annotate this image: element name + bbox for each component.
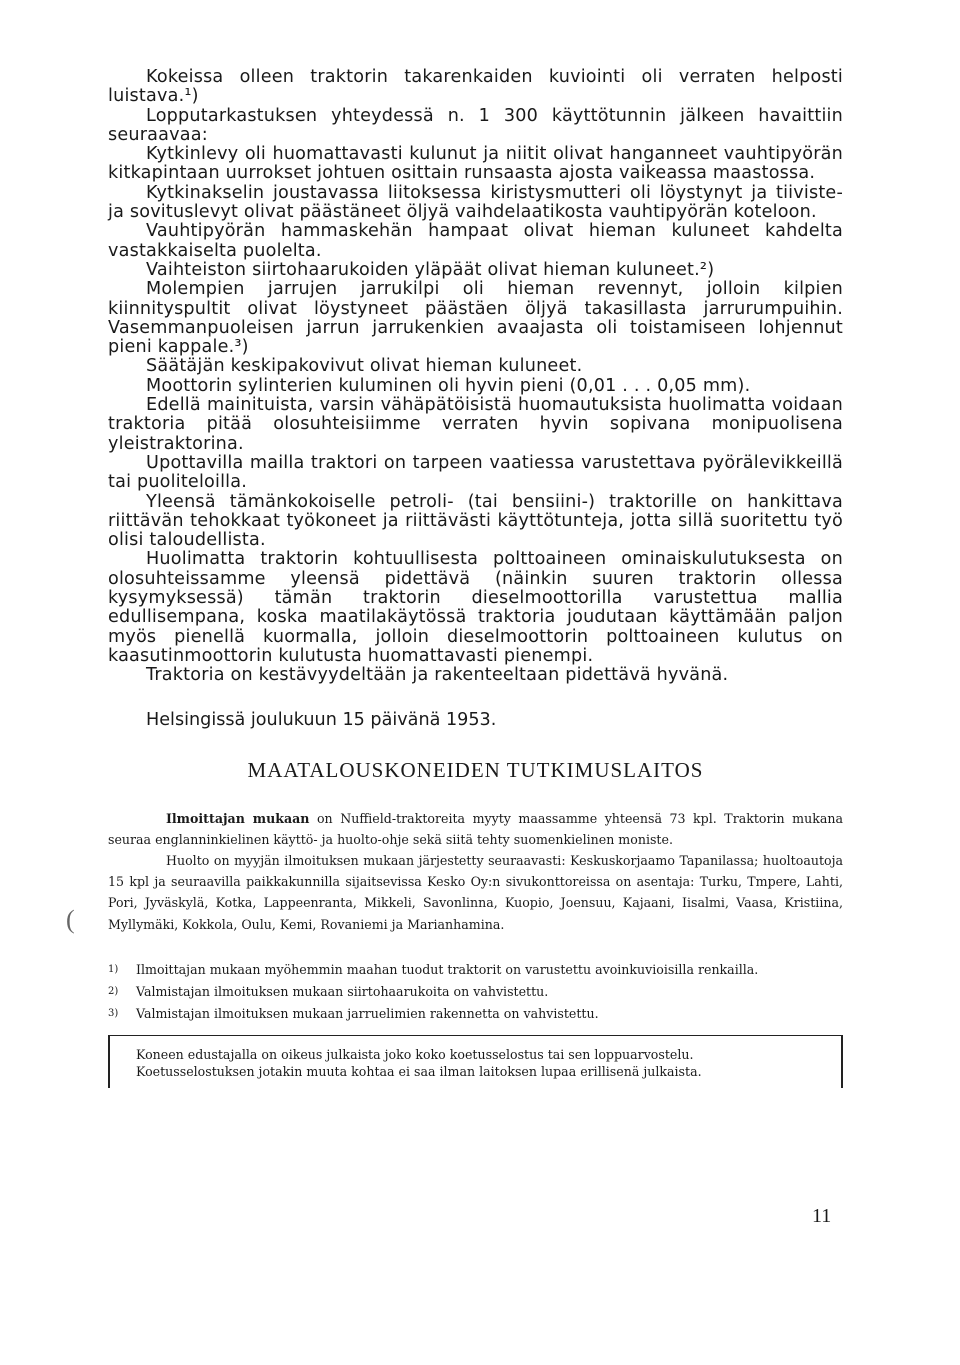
footnote-number: 1): [108, 963, 119, 975]
notice-text: on Nuffield-traktoreita myyty maassamme yhteensä 73 kpl. Traktorin mukana seuraa englanninkielinen käyttö- ja huolto-ohje sekä siitä tehty suomenkielinen moniste.: [108, 810, 843, 847]
notice-lead: Ilmoittajan mukaan: [166, 810, 310, 826]
footnote-number: 3): [108, 1007, 119, 1019]
paragraph: Huolimatta traktorin kohtuullisesta polttoaineen ominaiskulutuksesta on olosuhteissamme yleensä pidettävä (näinkin suuren traktorin ollessa kysymyksessä) tämän traktorin dieselmoottorilla varustettua mallia edullisempana, koska maatilakäytössä traktoria joudutaan käyttämään paljon myös pienellä kuormalla, jolloin dieselmoottorin polttoaineen kulutus on kaasutinmoottorin kulutusta huomattavasti pienempi.: [108, 549, 843, 666]
paragraph: Vaihteiston siirtohaarukoiden yläpäät olivat hieman kuluneet.²): [146, 259, 715, 280]
institute-name: MAATALOUSKONEIDEN TUTKIMUSLAITOS: [247, 757, 704, 782]
paragraph: Molempien jarrujen jarrukilpi oli hieman revennyt, jolloin kilpien kiinnityspultit olivat löystyneet päästäen öljyä takasillasta jarrurumpuihin. Vasemmanpuoleisen jarrun jarrukenkien avaajasta oli toistamiseen lohjennut pieni kappale.³): [108, 279, 843, 358]
paragraph: Kytkinlevy oli huomattavasti kulunut ja niitit olivat hanganneet vauhtipyörän kitkapintaan uurrokset johtuen osittain runsaasta ajosta vaikeassa maastossa.: [108, 144, 843, 184]
paragraph: Lopputarkastuksen yhteydessä n. 1 300 käyttötunnin jälkeen havaittiin seuraavaa:: [108, 105, 843, 145]
paragraph: Vauhtipyörän hammaskehän hampaat olivat hieman kuluneet kahdelta vastakkaiselta puolelta.: [108, 221, 843, 261]
notice-paragraph: [108, 808, 843, 850]
paragraph: Yleensä tämänkokoiselle petroli- (tai bensiini-) traktorille on hankittava riittävän tehokkaat työkoneet ja riittävästi käyttötunteja, jotta sillä suoritettu työ olisi taloudellista.: [108, 491, 843, 551]
paragraph: Kytkinakselin joustavassa liitoksessa kiristysmutteri oli löystynyt ja tiiviste- ja sovituslevyt olivat päästäneet öljyä vaihdelaatikosta vauhtipyörän koteloon.: [108, 182, 843, 223]
paragraph: Traktoria on kestävyydeltään ja rakenteeltaan pidettävä hyvänä.: [146, 665, 729, 686]
paragraph: Upottavilla mailla traktori on tarpeen vaatiessa varustettava pyörälevikkeillä tai puoliteloilla.: [108, 452, 843, 493]
publication-notice-box: [108, 1035, 843, 1088]
footnotes: [108, 959, 843, 1025]
document-page: [108, 68, 843, 1088]
paragraph: Säätäjän keskipakovivut olivat hieman kuluneet.: [146, 356, 583, 377]
margin-mark: (: [66, 905, 75, 934]
box-line: Koetusselostuksen jotakin muuta kohtaa ei saa ilman laitoksen lupaa erillisenä julkaista.: [136, 1063, 702, 1079]
footnote: [108, 981, 843, 1003]
box-line: Koneen edustajalla on oikeus julkaista joko koko koetusselostus tai sen loppuarvostelu.: [136, 1046, 694, 1062]
footnote-number: 2): [108, 985, 119, 997]
footnote: [108, 1003, 843, 1025]
paragraph: Edellä mainituista, varsin vähäpätöisistä huomautuksista huolimatta voidaan traktoria pitää olosuhteisiimme verraten hyvin sopivana monipuolisena yleistraktorina.: [108, 395, 843, 454]
footnote-text: Valmistajan ilmoituksen mukaan jarruelimien rakennetta on vahvistettu.: [136, 1005, 599, 1021]
body-text: [108, 68, 843, 686]
footnote-text: Ilmoittajan mukaan myöhemmin maahan tuodut traktorit on varustettu avoinkuvioisilla renkailla.: [136, 961, 759, 977]
notice-block: [108, 808, 843, 935]
date-line: Helsingissä joulukuun 15 päivänä 1953.: [146, 709, 497, 730]
paragraph: Kokeissa olleen traktorin takarenkaiden kuviointi oli verraten helposti luistava.¹): [108, 67, 843, 107]
footnote: [108, 959, 843, 981]
notice-paragraph: Huolto on myyjän ilmoituksen mukaan järjestetty seuraavasti: Keskuskorjaamo Tapanilassa; huoltoautoja 15 kpl ja seuraavilla paikkakunnilla sijaitsevissa Kesko Oy:n sivukonttoreissa on asentaja: Turku, Tmpere, Lahti, Pori, Jyväskylä, Kotka, Lappeenranta, Mikkeli, Savonlinna, Kuopio, Joensuu, Kajaani, Iisalmi, Vaasa, Kristiina, Myllymäki, Kokkola, Oulu, Kemi, Rovaniemi ja Marianhamina.: [108, 852, 843, 932]
footnote-text: Valmistajan ilmoituksen mukaan siirtohaarukoita on vahvistettu.: [136, 983, 549, 999]
paragraph: Moottorin sylinterien kuluminen oli hyvin pieni (0,01 . . . 0,05 mm).: [146, 375, 751, 396]
page-number: 11: [812, 1205, 832, 1227]
